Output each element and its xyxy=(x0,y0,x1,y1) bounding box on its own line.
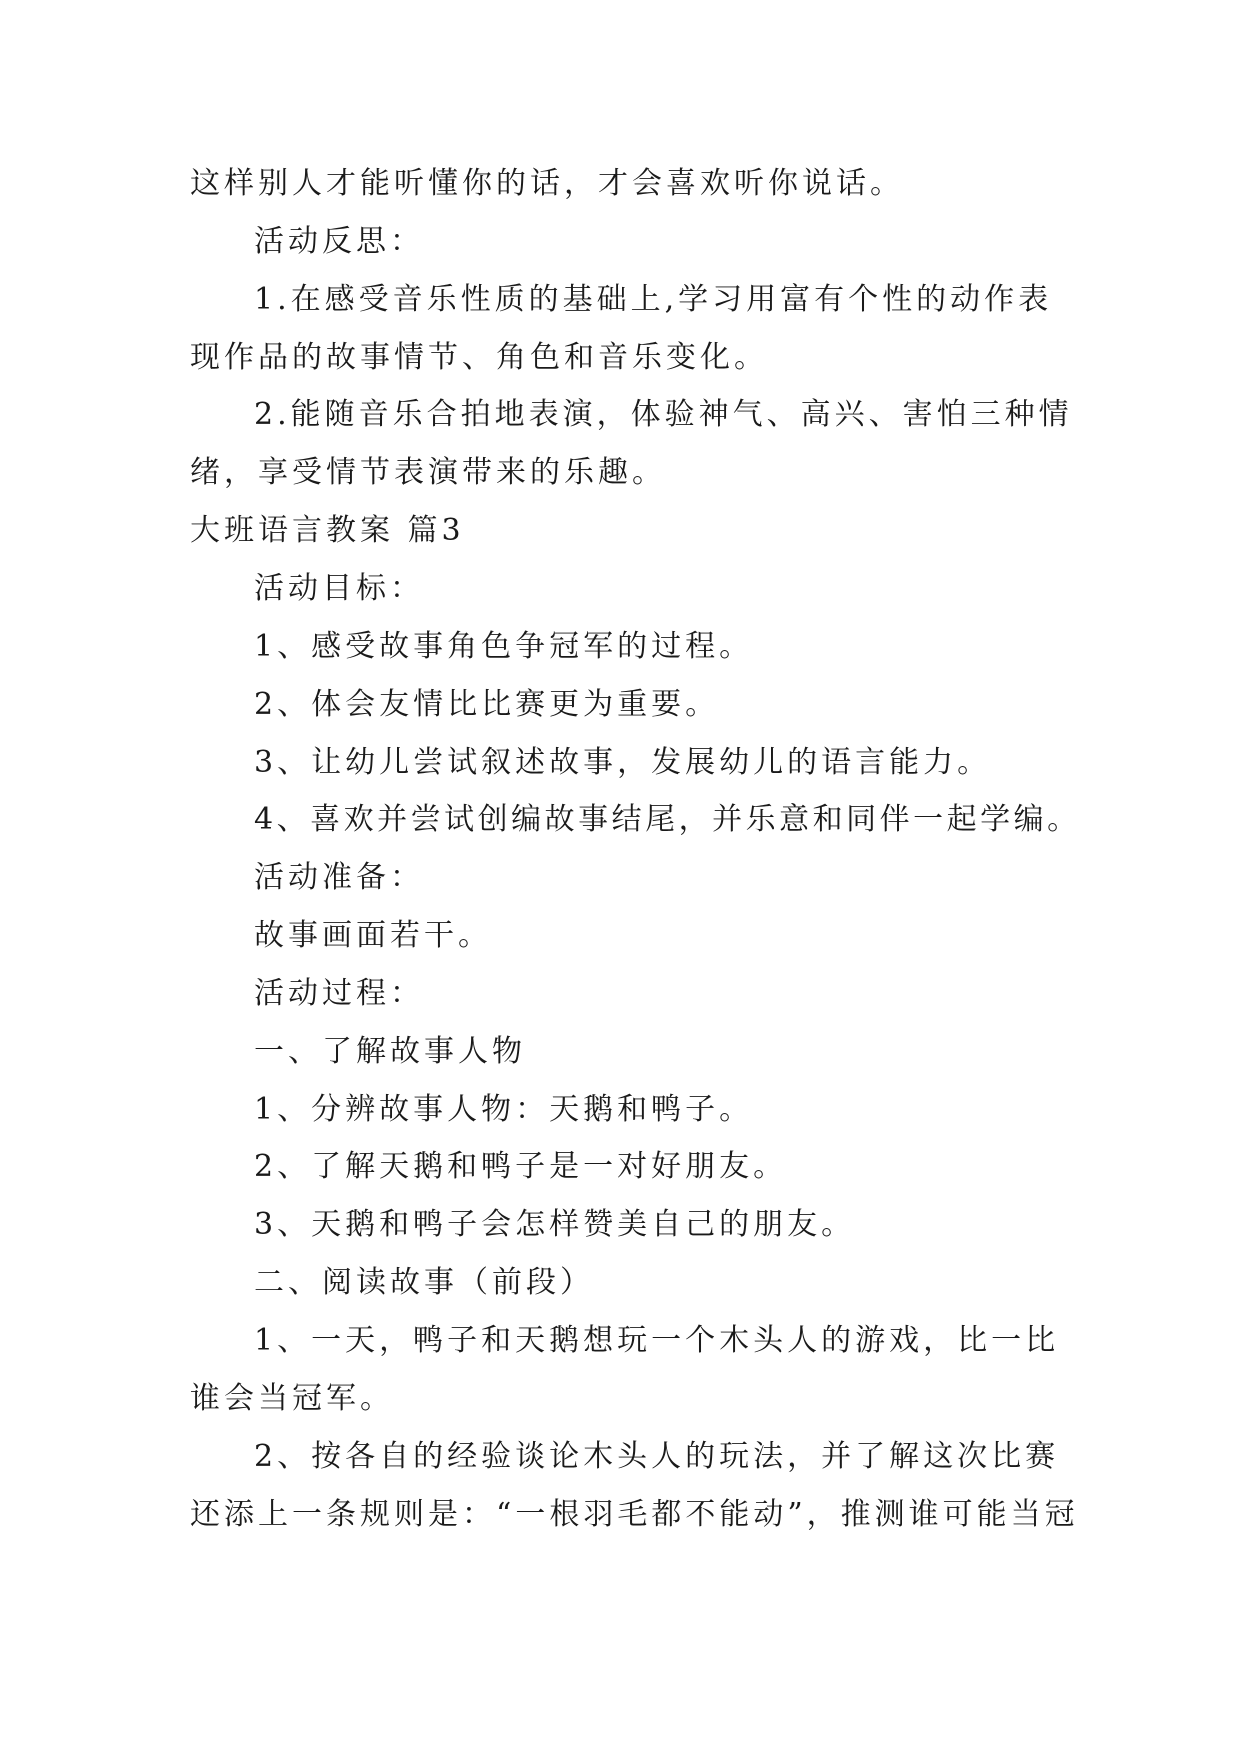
list-item-goal-4: 4、喜欢并尝试创编故事结尾，并乐意和同伴一起学编。 xyxy=(254,802,1081,837)
list-item-reflection-1: 1.在感受音乐性质的基础上,学习用富有个性的动作表 xyxy=(254,282,1053,317)
subsection-heading-reading: 二、阅读故事（前段） xyxy=(254,1265,594,1300)
list-item-goal-2: 2、体会友情比比赛更为重要。 xyxy=(254,687,720,722)
list-item-reading-1: 1、一天，鸭子和天鹅想玩一个木头人的游戏，比一比 xyxy=(254,1323,1060,1358)
list-item-process-1: 1、分辨故事人物：天鹅和鸭子。 xyxy=(254,1092,754,1127)
subsection-heading-characters: 一、了解故事人物 xyxy=(254,1034,526,1069)
paragraph-line: 这样别人才能听懂你的话，才会喜欢听你说话。 xyxy=(190,166,904,201)
section-heading-reflection: 活动反思： xyxy=(254,224,424,259)
list-item-process-2: 2、了解天鹅和鸭子是一对好朋友。 xyxy=(254,1149,788,1184)
list-item-reading-1-continued: 谁会当冠军。 xyxy=(190,1381,394,1416)
list-item-goal-3: 3、让幼儿尝试叙述故事，发展幼儿的语言能力。 xyxy=(254,745,992,780)
section-heading-goals: 活动目标： xyxy=(254,571,424,606)
section-heading-process: 活动过程： xyxy=(254,976,424,1011)
list-item-process-3: 3、天鹅和鸭子会怎样赞美自己的朋友。 xyxy=(254,1207,856,1242)
section-heading-preparation: 活动准备： xyxy=(254,860,424,895)
list-item-reading-2: 2、按各自的经验谈论木头人的玩法，并了解这次比赛 xyxy=(254,1439,1060,1474)
list-item-reflection-1-continued: 现作品的故事情节、角色和音乐变化。 xyxy=(190,340,768,375)
lesson-title: 大班语言教案 篇3 xyxy=(190,513,465,548)
list-item-reflection-2: 2.能随音乐合拍地表演，体验神气、高兴、害怕三种情 xyxy=(254,397,1073,432)
list-item-reading-2-continued: 还添上一条规则是：“一根羽毛都不能动”，推测谁可能当冠 xyxy=(190,1497,1079,1532)
paragraph-line: 故事画面若干。 xyxy=(254,918,492,953)
list-item-reflection-2-continued: 绪，享受情节表演带来的乐趣。 xyxy=(190,455,666,490)
list-item-goal-1: 1、感受故事角色争冠军的过程。 xyxy=(254,629,754,664)
